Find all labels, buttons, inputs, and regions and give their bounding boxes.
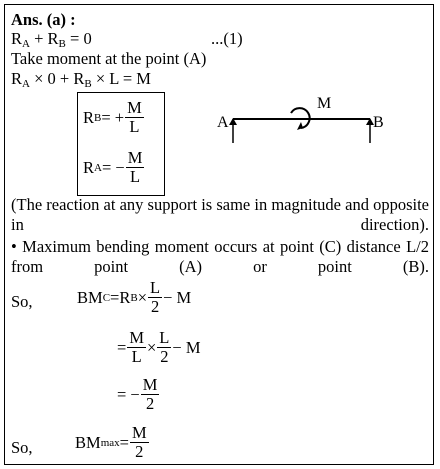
max-moment-note: • Maximum bending moment occurs at point (C) distance L/2 from point (A) or point (B).	[11, 237, 429, 276]
answer-label: Ans. (a) :	[11, 10, 76, 29]
equation-ref: ...(1)	[211, 29, 243, 48]
equation-1: $R_A + R_B = 0$	[11, 29, 92, 50]
fraction: $\frac{M}{L}$	[127, 148, 143, 186]
fraction: $\frac{M}{L}$	[129, 328, 144, 366]
fraction: $\frac{L}{2}$	[159, 328, 170, 366]
reaction-ra: R A = − $\frac{M}{L}$	[83, 148, 143, 186]
answer-card	[4, 4, 434, 465]
so-label-2: So,	[11, 438, 33, 457]
fraction: $\frac{L}{2}$	[150, 278, 161, 316]
step-2-equation: = $\frac{M}{L}$ × $\frac{L}{2}$ − M	[117, 328, 201, 366]
label-a: A	[217, 114, 229, 131]
bm-max-equation: BM max = $\frac{M}{2}$	[75, 423, 147, 461]
fraction: $\frac{M}{2}$	[142, 375, 158, 413]
label-b: B	[373, 114, 384, 131]
beam-diagram	[205, 85, 395, 155]
reaction-box	[77, 92, 165, 196]
so-label-1: So,	[11, 292, 33, 311]
bm-c-equation: BM C = R B × $\frac{L}{2}$ − M	[77, 278, 192, 316]
reaction-rb: R B = + $\frac{M}{L}$	[83, 98, 142, 136]
take-moment-text: Take moment at the point (A)	[11, 49, 207, 68]
fraction: $\frac{M}{2}$	[131, 423, 147, 461]
reaction-note: (The reaction at any support is same in magnitude and opposite in direction).	[11, 195, 429, 234]
label-m: M	[317, 95, 332, 112]
step-3-equation: = − $\frac{M}{2}$	[117, 375, 158, 413]
moment-equation: $R_A \times 0 + R_B \times L = M$	[11, 69, 151, 90]
fraction: $\frac{M}{L}$	[127, 98, 142, 136]
